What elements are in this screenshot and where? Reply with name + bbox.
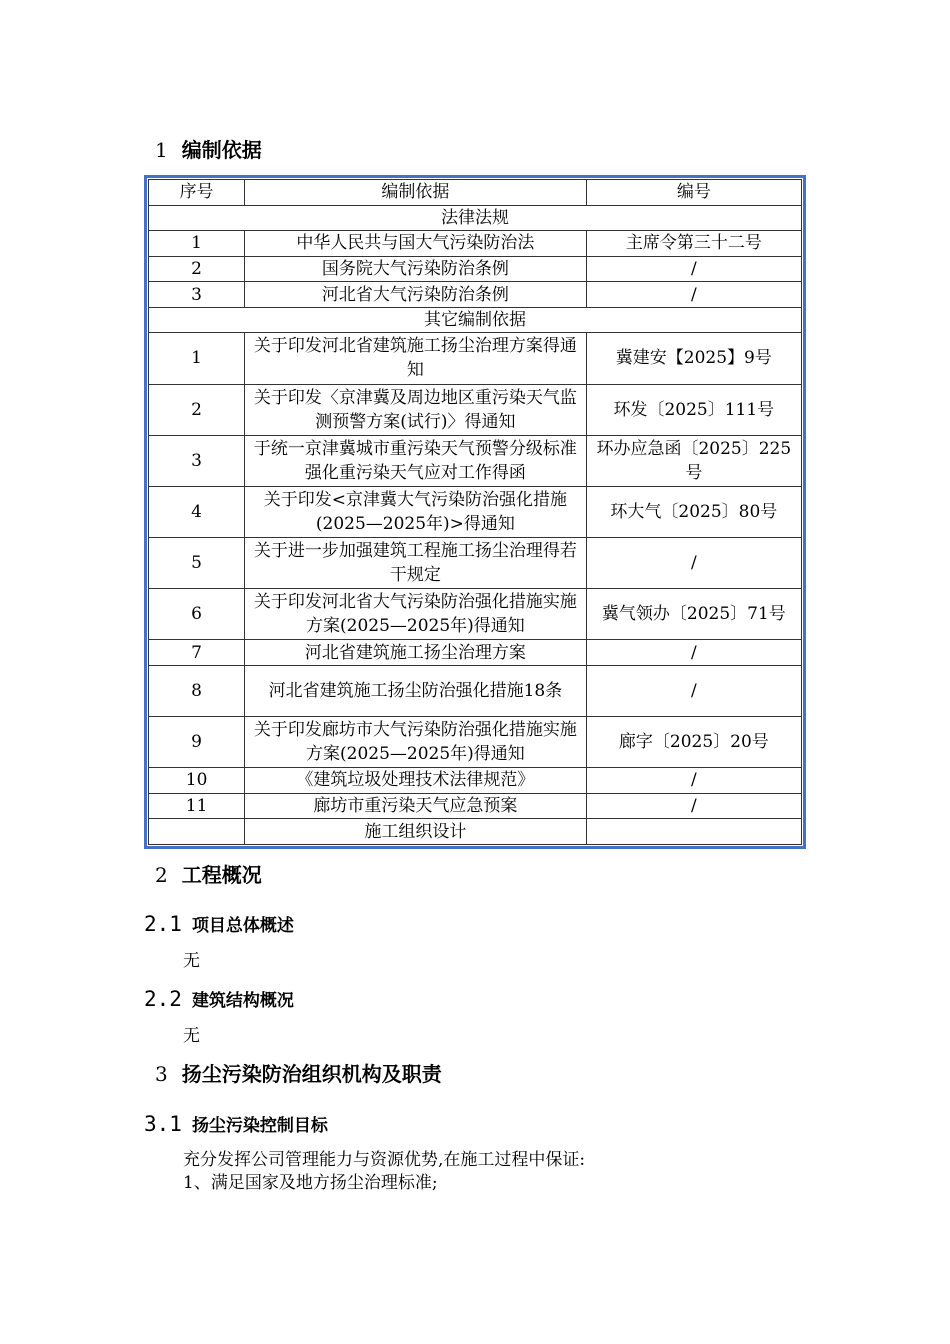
section-2-1-content: 无	[183, 951, 200, 971]
row-basis: 国务院大气污染防治条例	[245, 256, 587, 282]
table-row	[149, 384, 802, 435]
section-number: 2.1	[144, 912, 182, 936]
section-title: 建筑结构概况	[191, 991, 294, 1011]
section-number: 1	[155, 138, 168, 162]
row-basis: 关于印发廊坊市大气污染防治强化措施实施方案(2025—2025年)得通知	[245, 716, 587, 767]
table-row	[149, 793, 802, 819]
basis-table-frame	[144, 175, 806, 849]
table-row	[149, 589, 802, 640]
row-code: 廊字〔2025〕20号	[586, 716, 801, 767]
row-code: /	[586, 768, 801, 794]
row-number: 11	[149, 793, 245, 819]
section-3-1-list-item: 1、满足国家及地方扬尘治理标准;	[183, 1173, 438, 1193]
row-number: 4	[149, 486, 245, 537]
row-code: 环大气〔2025〕80号	[586, 486, 801, 537]
row-basis: 关于印发河北省建筑施工扬尘治理方案得通知	[245, 333, 587, 384]
table-row	[149, 435, 802, 486]
section-2-2-content: 无	[183, 1026, 200, 1046]
section-2-heading	[155, 863, 262, 887]
table-row	[149, 256, 802, 282]
row-code: 主席令第三十二号	[586, 231, 801, 257]
row-number: 3	[149, 435, 245, 486]
row-number: 5	[149, 537, 245, 588]
row-code: /	[586, 665, 801, 716]
section-3-1-paragraph: 充分发挥公司管理能力与资源优势,在施工过程中保证:	[183, 1150, 586, 1170]
row-number: 9	[149, 716, 245, 767]
section-number: 2	[155, 863, 168, 887]
row-code: 冀建安【2025】9号	[586, 333, 801, 384]
table-row	[149, 333, 802, 384]
row-code: 环办应急函〔2025〕225号	[586, 435, 801, 486]
section-3-1-heading	[144, 1113, 328, 1137]
section-title: 项目总体概述	[191, 916, 294, 936]
table-row	[149, 768, 802, 794]
table-row	[149, 665, 802, 716]
row-number: 7	[149, 640, 245, 666]
section-1-heading	[155, 138, 262, 162]
table-group-row	[149, 307, 802, 333]
row-code: 冀气领办〔2025〕71号	[586, 589, 801, 640]
row-code: /	[586, 282, 801, 308]
section-title: 扬尘污染控制目标	[191, 1116, 328, 1136]
row-code: /	[586, 793, 801, 819]
row-code: /	[586, 537, 801, 588]
row-number: 10	[149, 768, 245, 794]
table-row	[149, 231, 802, 257]
row-basis: 于统一京津冀城市重污染天气预警分级标准强化重污染天气应对工作得函	[245, 435, 587, 486]
row-basis: 河北省建筑施工扬尘防治强化措施18条	[245, 665, 587, 716]
row-number: 2	[149, 256, 245, 282]
table-group-row	[149, 205, 802, 231]
row-number: 6	[149, 589, 245, 640]
row-basis: 中华人民共与国大气污染防治法	[245, 231, 587, 257]
row-basis: 关于印发<京津冀大气污染防治强化措施(2025—2025年)>得通知	[245, 486, 587, 537]
row-number: 1	[149, 231, 245, 257]
row-code: /	[586, 256, 801, 282]
row-basis: 关于印发〈京津冀及周边地区重污染天气监测预警方案(试行)〉得通知	[245, 384, 587, 435]
row-basis: 《建筑垃圾处理技术法律规范》	[245, 768, 587, 794]
section-number: 3.1	[144, 1112, 182, 1136]
table-row	[149, 486, 802, 537]
section-3-heading	[155, 1062, 442, 1086]
table-row	[149, 537, 802, 588]
row-basis: 河北省建筑施工扬尘治理方案	[245, 640, 587, 666]
table-row	[149, 819, 802, 845]
row-code: /	[586, 640, 801, 666]
row-basis: 廊坊市重污染天气应急预案	[245, 793, 587, 819]
section-title: 编制依据	[181, 138, 262, 162]
row-number: 1	[149, 333, 245, 384]
section-number: 2.2	[144, 987, 182, 1011]
section-title: 工程概况	[181, 863, 262, 887]
group-title-laws: 法律法规	[149, 205, 802, 231]
table-header-row	[149, 180, 802, 206]
table-row	[149, 282, 802, 308]
row-code: 环发〔2025〕111号	[586, 384, 801, 435]
basis-table	[148, 179, 802, 845]
section-2-1-heading	[144, 913, 294, 937]
header-cell: 编制依据	[245, 180, 587, 206]
header-cell: 编号	[586, 180, 801, 206]
row-basis: 河北省大气污染防治条例	[245, 282, 587, 308]
row-number: 8	[149, 665, 245, 716]
row-number: 2	[149, 384, 245, 435]
row-code	[586, 819, 801, 845]
section-2-2-heading	[144, 988, 294, 1012]
section-title: 扬尘污染防治组织机构及职责	[181, 1062, 442, 1086]
row-number	[149, 819, 245, 845]
row-number: 3	[149, 282, 245, 308]
row-basis: 关于进一步加强建筑工程施工扬尘治理得若干规定	[245, 537, 587, 588]
header-cell: 序号	[149, 180, 245, 206]
table-row	[149, 716, 802, 767]
row-basis: 施工组织设计	[245, 819, 587, 845]
section-number: 3	[155, 1062, 168, 1086]
row-basis: 关于印发河北省大气污染防治强化措施实施方案(2025—2025年)得通知	[245, 589, 587, 640]
table-row	[149, 640, 802, 666]
group-title-other: 其它编制依据	[149, 307, 802, 333]
